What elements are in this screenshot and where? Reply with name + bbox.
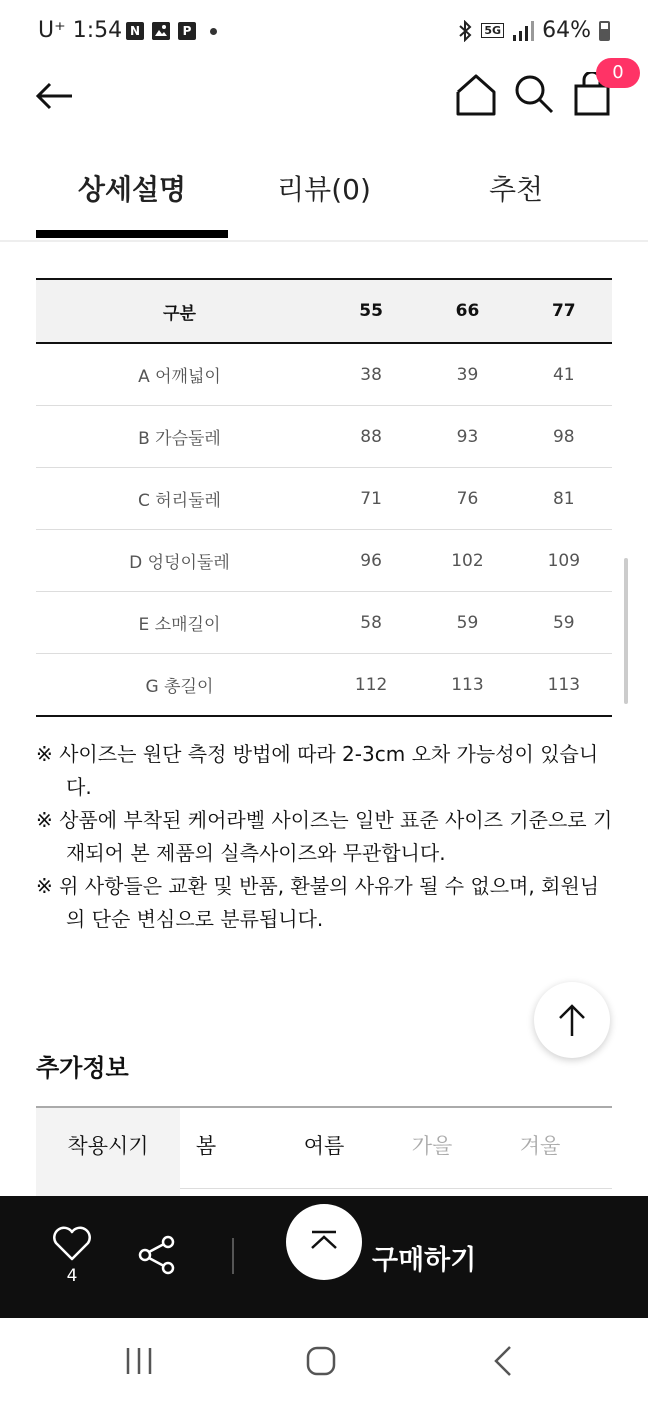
table-cell: 102 <box>419 530 515 592</box>
network-type: 5G <box>481 23 504 38</box>
share-icon[interactable] <box>136 1234 178 1276</box>
detail-tabs <box>0 150 648 242</box>
tab-recommend[interactable]: 추천 <box>488 173 544 206</box>
table-header-cell: 55 <box>323 279 419 343</box>
table-header-cell: 77 <box>516 279 612 343</box>
expand-button[interactable] <box>286 1204 362 1280</box>
table-cell: 59 <box>419 592 515 654</box>
season-row <box>36 1106 612 1189</box>
table-cell: 96 <box>323 530 419 592</box>
home-icon[interactable] <box>454 72 498 116</box>
system-nav-bar <box>0 1318 648 1404</box>
table-cell: 113 <box>516 654 612 717</box>
table-cell: G 총길이 <box>36 654 323 717</box>
table-cell: A 어깨넓이 <box>36 343 323 406</box>
p-notification-icon: P <box>178 22 196 40</box>
table-cell: 59 <box>516 592 612 654</box>
table-row <box>36 530 612 592</box>
size-table <box>36 278 612 717</box>
home-nav-icon[interactable] <box>304 1344 338 1378</box>
table-header-cell: 66 <box>419 279 515 343</box>
table-cell: 76 <box>419 468 515 530</box>
table-row <box>36 406 612 468</box>
note-text: ※ 상품에 부착된 케어라벨 사이즈는 일반 표준 사이즈 기준으로 기재되어 본 제품의 실측사이즈와 무관합니다. <box>36 808 613 865</box>
table-cell: 113 <box>419 654 515 717</box>
recent-apps-icon[interactable] <box>122 1344 156 1378</box>
like-count: 4 <box>66 1266 78 1286</box>
back-nav-icon[interactable] <box>490 1344 516 1378</box>
page-scrollbar[interactable] <box>624 558 628 704</box>
table-cell: 98 <box>516 406 612 468</box>
size-notes <box>36 738 616 936</box>
table-cell: B 가슴둘레 <box>36 406 323 468</box>
note-text: ※ 위 사항들은 교환 및 반품, 환불의 사유가 될 수 없으며, 회원님의 단순 변심으로 분류됩니다. <box>36 874 600 931</box>
table-cell: 88 <box>323 406 419 468</box>
table-cell: E 소매길이 <box>36 592 323 654</box>
tab-reviews[interactable]: 리뷰(0) <box>277 173 371 206</box>
table-row <box>36 654 612 717</box>
purchase-action-bar <box>0 1196 648 1318</box>
table-cell: 39 <box>419 343 515 406</box>
table-row <box>36 343 612 406</box>
heart-icon[interactable] <box>52 1226 92 1262</box>
table-header-row <box>36 279 612 343</box>
active-tab-indicator <box>36 230 228 238</box>
table-cell: 93 <box>419 406 515 468</box>
notification-icons <box>126 22 217 40</box>
note-text: ※ 사이즈는 원단 측정 방법에 따라 2-3cm 오차 가능성이 있습니다. <box>36 742 599 799</box>
table-cell: C 허리둘레 <box>36 468 323 530</box>
status-bar <box>0 0 648 62</box>
search-icon[interactable] <box>512 72 556 116</box>
scroll-top-button[interactable] <box>534 982 610 1058</box>
action-divider <box>232 1238 234 1274</box>
status-time <box>38 18 122 43</box>
season-label: 착용시기 <box>36 1108 180 1188</box>
extra-info-title: 추가정보 <box>36 1054 129 1082</box>
signal-icon <box>512 21 534 41</box>
chevron-up-icon <box>286 1204 362 1280</box>
tab-details[interactable]: 상세설명 <box>77 173 187 206</box>
table-cell: 38 <box>323 343 419 406</box>
carrier-label: U⁺ <box>38 18 66 43</box>
season-winter: 겨울 <box>519 1134 561 1158</box>
gallery-notification-icon <box>152 22 170 40</box>
season-fall: 가을 <box>411 1134 453 1158</box>
table-cell: 71 <box>323 468 419 530</box>
app-header <box>0 62 648 134</box>
season-spring: 봄 <box>195 1134 217 1158</box>
table-cell: 109 <box>516 530 612 592</box>
table-cell: D 엉덩이둘레 <box>36 530 323 592</box>
table-cell: 112 <box>323 654 419 717</box>
battery-icon <box>599 21 610 41</box>
bluetooth-icon <box>457 20 473 42</box>
more-notifications-dot-icon <box>210 28 217 35</box>
arrow-up-icon <box>534 982 610 1058</box>
table-cell: 81 <box>516 468 612 530</box>
naver-notification-icon: N <box>126 22 144 40</box>
back-arrow-icon[interactable] <box>32 76 76 116</box>
table-cell: 41 <box>516 343 612 406</box>
table-header-cell: 구분 <box>36 279 323 343</box>
table-cell: 58 <box>323 592 419 654</box>
table-row <box>36 468 612 530</box>
system-indicators <box>457 18 610 43</box>
season-summer: 여름 <box>303 1134 345 1158</box>
cart-count-badge: 0 <box>596 58 640 88</box>
battery-percent: 64% <box>542 18 591 43</box>
table-row <box>36 592 612 654</box>
buy-button[interactable]: 구매하기 <box>372 1245 477 1276</box>
clock: 1:54 <box>72 18 123 43</box>
